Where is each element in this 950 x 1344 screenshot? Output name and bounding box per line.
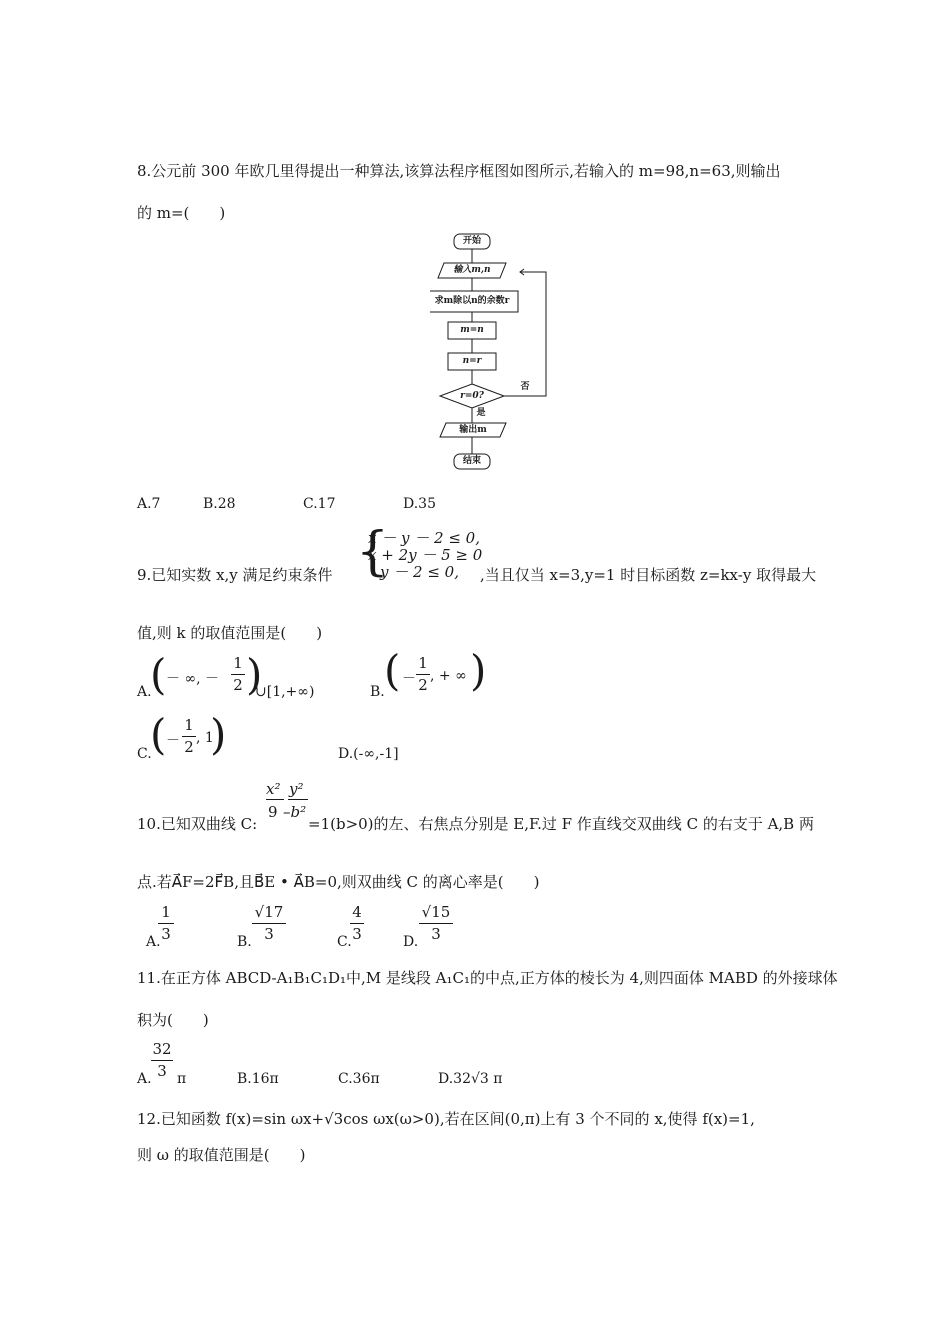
q9-b-pre: － — [402, 671, 416, 687]
q9-option-a-label: A. — [137, 684, 152, 700]
q8-option-a: A.7 — [137, 496, 161, 512]
q9-c-left-paren: ( — [150, 710, 167, 759]
q9-a-inner: － ∞, － — [166, 671, 220, 687]
flow-input: 输入m,n — [453, 265, 491, 275]
q11-option-c: C.36π — [338, 1071, 380, 1087]
q9-option-d: D.(-∞,-1] — [338, 746, 399, 762]
q10-x2: x² — [266, 780, 281, 798]
q9-c-den: 2 — [184, 738, 194, 756]
flow-remainder: 求m除以n的余数r — [434, 296, 510, 306]
constraint-system — [356, 522, 486, 583]
q9-a-tail: ∪[1,+∞) — [255, 684, 315, 700]
q9-c-num: 1 — [184, 716, 194, 734]
q9-c-fraction — [182, 717, 196, 756]
q10-option-b-label: B. — [237, 934, 252, 950]
q10-x-bar — [266, 799, 284, 800]
q9-b-num: 1 — [418, 654, 428, 672]
q11-a-tail: π — [177, 1071, 187, 1087]
q10-prefix: 10.已知双曲线 C: — [137, 815, 258, 833]
q10-a-fraction — [158, 904, 174, 943]
q10-c-num: 4 — [352, 903, 362, 921]
q8-option-b: B.28 — [203, 496, 236, 512]
q9-line2: 值,则 k 的取值范围是( ) — [137, 624, 323, 642]
q11-a-num: 32 — [152, 1040, 172, 1058]
q11-line1: 11.在正方体 ABCD-A₁B₁C₁D₁中,M 是线段 A₁C₁的中点,正方体的棱长为 4,则四面体 MABD 的外接球体 — [137, 969, 838, 987]
q10-d-fraction — [419, 904, 453, 943]
q9-b-left-paren: ( — [384, 646, 401, 695]
q9-suffix: ,当且仅当 x=3,y=1 时目标函数 z=kx-y 取得最大 — [480, 566, 817, 584]
flow-output: 输出m — [459, 425, 487, 435]
q10-y2: y² — [289, 780, 304, 798]
q9-c-right-paren: ) — [210, 710, 227, 759]
brace: { — [356, 522, 390, 582]
q10-d-den: 3 — [431, 925, 441, 943]
q11-option-a-label: A. — [137, 1071, 152, 1087]
q10-nine: 9 — [268, 803, 278, 821]
q9-a-den: 2 — [233, 676, 243, 694]
q10-option-d-label: D. — [403, 934, 419, 950]
q10-d-num: √15 — [421, 903, 451, 921]
q10-option-a-label: A. — [146, 934, 161, 950]
q8-option-d: D.35 — [403, 496, 436, 512]
constraint-3: y － 2 ≤ 0, — [380, 563, 459, 581]
flow-assign-n: n=r — [462, 356, 482, 366]
q12-line2: 则 ω 的取值范围是( ) — [137, 1146, 306, 1164]
q10-option-c-label: C. — [337, 934, 352, 950]
q10-b-num: √17 — [254, 903, 284, 921]
q8-line2: 的 m=( ) — [137, 204, 226, 222]
q10-b-den: 3 — [264, 925, 274, 943]
q8-line1: 8.公元前 300 年欧几里得提出一种算法,该算法程序框图如图所示,若输入的 m=98,n=63,则输出 — [137, 162, 781, 180]
flow-no-label: 否 — [520, 382, 530, 392]
q11-a-fraction — [151, 1041, 173, 1080]
flow-end: 结束 — [462, 456, 481, 466]
q9-prefix: 9.已知实数 x,y 满足约束条件 — [137, 566, 333, 584]
q9-option-b-label: B. — [370, 684, 385, 700]
q9-a-fraction — [231, 655, 245, 694]
q9-a-left-paren: ( — [150, 650, 167, 699]
q10-b-fraction — [252, 904, 286, 943]
q10-b2: –b² — [283, 803, 307, 821]
q9-c-pre: － — [166, 733, 180, 749]
q12-line1: 12.已知函数 f(x)=sin ωx+√3cos ωx(ω>0),若在区间(0,π)上有 3 个不同的 x,使得 f(x)=1, — [137, 1110, 755, 1128]
flow-start: 开始 — [462, 236, 481, 246]
q11-line2: 积为( ) — [137, 1011, 209, 1029]
q9-b-right-paren: ) — [470, 646, 487, 695]
q10-a-num: 1 — [161, 903, 171, 921]
flow-condition: r=0? — [460, 391, 484, 401]
flow-yes-label: 是 — [476, 408, 486, 418]
q11-a-den: 3 — [157, 1062, 167, 1080]
q8-option-c: C.17 — [303, 496, 336, 512]
q9-c-tail: , 1 — [196, 730, 214, 746]
constraint-2: x + 2y － 5 ≥ 0 — [368, 546, 483, 564]
constraint-1: x － y － 2 ≤ 0, — [368, 529, 480, 547]
q10-a-den: 3 — [161, 925, 171, 943]
flow-assign-m: m=n — [460, 325, 484, 335]
q10-line2: 点.若A⃗F=2F⃗B,且B⃗E • A⃗B=0,则双曲线 C 的离心率是( ) — [137, 873, 540, 891]
q9-a-right-paren: ) — [246, 650, 263, 699]
q11-option-b: B.16π — [237, 1071, 279, 1087]
q9-b-tail: , + ∞ — [430, 668, 467, 684]
q10-suffix: =1(b>0)的左、右焦点分别是 E,F.过 F 作直线交双曲线 C 的右支于 A,B 两 — [308, 815, 814, 833]
q9-a-num: 1 — [233, 654, 243, 672]
q11-option-d: D.32√3 π — [438, 1071, 503, 1087]
q10-c-den: 3 — [352, 925, 362, 943]
q10-y-bar — [288, 799, 308, 800]
q9-b-fraction — [416, 655, 430, 694]
q9-b-den: 2 — [418, 676, 428, 694]
flowchart — [430, 232, 560, 472]
q9-option-c-label: C. — [137, 746, 152, 762]
q10-c-fraction — [350, 904, 364, 943]
